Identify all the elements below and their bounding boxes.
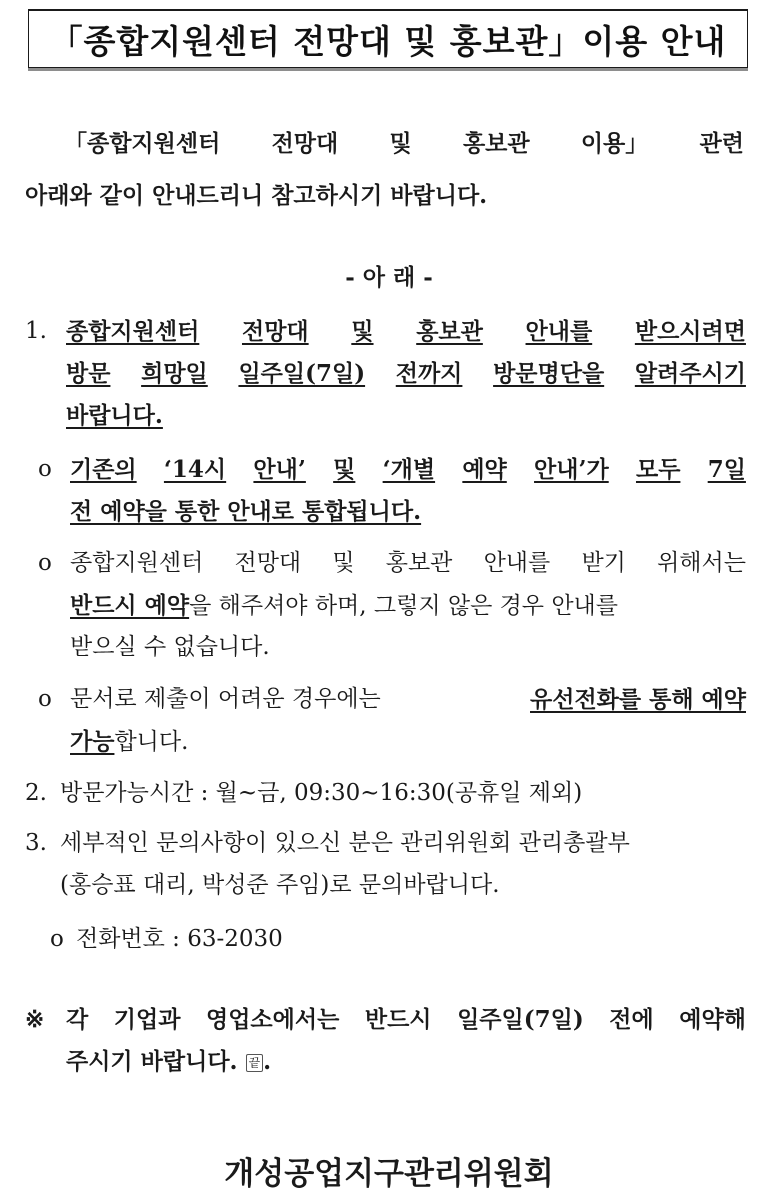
word: 종합지원센터 [70, 550, 204, 576]
item-3-line-1: 세부적인 문의사항이 있으신 분은 관리위원회 관리총괄부 [60, 830, 630, 856]
word: 일주일(7일) [457, 1006, 584, 1033]
item-2-text: 방문가능시간 : 월~금, 09:30∼16:30(공휴일 제외) [60, 780, 583, 806]
word: 안내’ [253, 456, 306, 483]
word: 기업과 [113, 1006, 181, 1033]
item-1-line-3: 바랍니다. [66, 402, 163, 429]
sub-2-line-3: 받으실 수 없습니다. [70, 634, 270, 660]
word: 홍보관 [385, 550, 453, 576]
word: 예약 [462, 456, 507, 483]
word: 반드시 [364, 1006, 432, 1033]
word: 홍보관 [462, 130, 530, 157]
bullet-phone: o [50, 926, 64, 952]
item-3-number: 3. [25, 830, 47, 856]
word: 전에 [609, 1006, 654, 1033]
bullet-2: o [38, 550, 52, 576]
intro-line-2: 아래와 같이 안내드리니 참고하시기 바랍니다. [25, 182, 488, 209]
sub-2-line-2: 반드시 예약을 해주셔야 하며, 그렇지 않은 경우 안내를 [70, 592, 618, 619]
word: 알려주시기 [634, 360, 746, 387]
sub-3-line-2: 가능합니다. [70, 728, 189, 755]
word: 방문명단을 [493, 360, 605, 387]
word: 모두 [635, 456, 681, 483]
word: 영업소에서는 [206, 1006, 340, 1033]
word: 안내’가 [534, 456, 609, 483]
word: 일주일(7일) [238, 360, 366, 387]
word: 각 [66, 1006, 89, 1033]
word: 방문 [66, 360, 111, 387]
item-1-line-1 [66, 320, 746, 343]
note-line-2: 주시기 바랍니다. 끝 . [66, 1048, 272, 1075]
section-heading: - 아 래 - [345, 264, 433, 291]
word: 종합지원센터 [66, 318, 200, 345]
word: 위해서는 [657, 550, 746, 576]
required-reservation-text: 반드시 예약 [70, 592, 190, 619]
word: 전망대 [241, 318, 309, 345]
sub-1-line-2: 전 예약을 통한 안내로 통합됩니다. [70, 498, 422, 525]
item-3-line-2: (홍승표 대리, 박성준 주임)로 문의바랍니다. [60, 872, 500, 898]
item-1-number: 1. [25, 318, 47, 344]
sub-3-line-1: 문서로 제출이 어려운 경우에는 유선전화를 통해 예약 [70, 686, 746, 713]
word: 기존의 [70, 456, 137, 483]
phone-number: 전화번호 : 63-2030 [76, 926, 283, 952]
intro-line-1 [64, 132, 744, 155]
word: 예약해 [679, 1006, 746, 1033]
word: 전까지 [395, 360, 463, 387]
word: 전망대 [234, 550, 302, 576]
bullet-1: o [38, 456, 52, 482]
word: 「종합지원센터 [64, 130, 221, 157]
note-line-1 [66, 1008, 746, 1031]
sub-2-line-1 [70, 552, 746, 575]
word: 및 [332, 550, 355, 576]
signature: 개성공업지구관리위원회 [224, 1156, 554, 1192]
word: 홍보관 [416, 318, 483, 345]
word: ‘개별 [382, 456, 436, 483]
word: 및 [351, 318, 374, 345]
word: ‘14시 [163, 456, 227, 483]
word: 안내를 [483, 550, 551, 576]
item-1-line-2 [66, 362, 746, 385]
item-2-number: 2. [25, 780, 47, 806]
note-symbol: ※ [25, 1006, 45, 1033]
sub-1-line-1 [70, 458, 746, 481]
word: 전망대 [271, 130, 339, 157]
word: 받기 [581, 550, 626, 576]
word: 관련 [699, 130, 744, 157]
word: 7일 [707, 456, 746, 483]
word: 희망일 [141, 360, 208, 387]
word: 안내를 [525, 318, 593, 345]
word: 받으시려면 [634, 318, 746, 345]
document-title: 「종합지원센터 전망대 및 홍보관」이용 안내 [28, 9, 748, 68]
bullet-3: o [38, 686, 52, 712]
phone-reservation-text: 유선전화를 통해 예약 [530, 686, 746, 713]
word: 및 [389, 130, 412, 157]
word: 이용」 [580, 130, 649, 157]
word: 및 [333, 456, 356, 483]
end-mark: 끝 [246, 1054, 264, 1072]
